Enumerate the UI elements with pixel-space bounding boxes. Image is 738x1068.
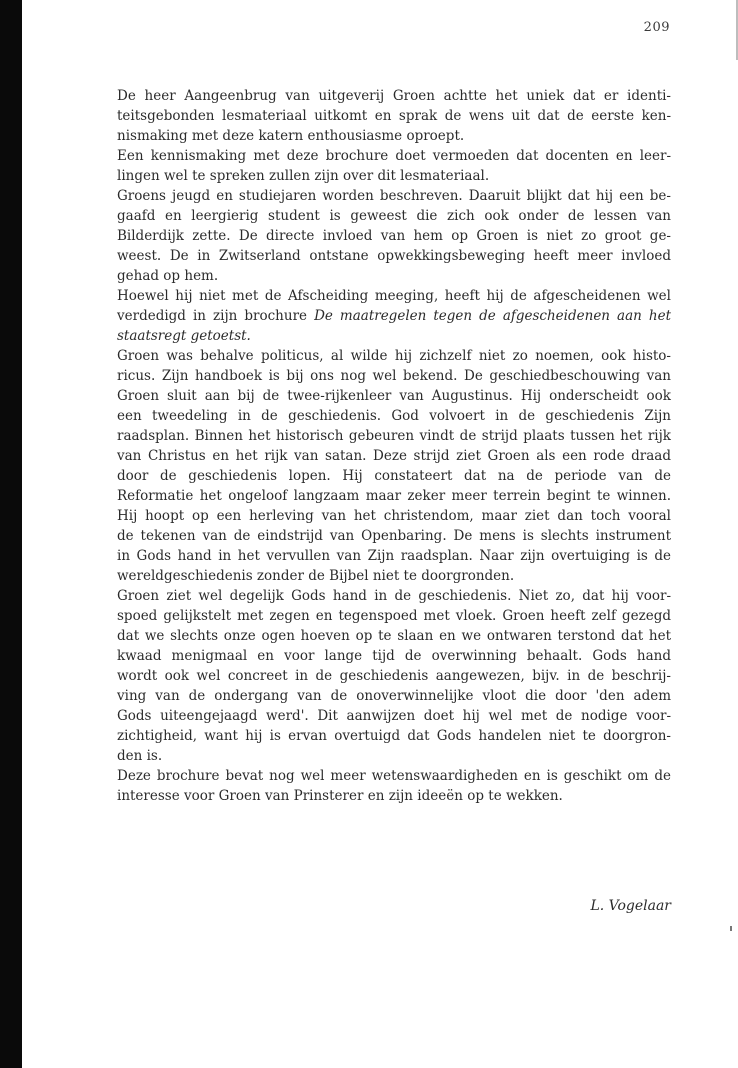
text-line: ving van de ondergang van de onoverwinnelijke vloot die door 'den adem [117,688,671,704]
text-line: Een kennismaking met deze brochure doet vermoeden dat docenten en leer- [117,148,671,164]
text-line: interesse voor Groen van Prinsterer en zijn ideeën op te wekken. [117,788,563,804]
text-line: de tekenen van de eindstrijd van Openbaring. De mens is slechts instrument [117,528,671,544]
text-line: een tweedeling in de geschiedenis. God volvoert in de geschiedenis Zijn [117,408,671,424]
text-line: Groens jeugd en studiejaren worden beschreven. Daaruit blijkt dat hij een be- [117,188,671,204]
text-line: wereldgeschiedenis zonder de Bijbel niet te doorgronden. [117,568,515,584]
text-line [117,306,671,326]
text-line: Deze brochure bevat nog wel meer wetenswaardigheden en is geschikt om de [117,768,671,784]
text-line: kwaad menigmaal en voor lange tijd de overwinning behaalt. Gods hand [117,648,671,664]
text-line: Groen sluit aan bij de twee-rijkenleer van Augustinus. Hij onderscheidt ook [117,388,671,404]
text-line: ricus. Zijn handboek is bij ons nog wel bekend. De geschiedbeschouwing van [117,368,671,384]
text-line: zichtigheid, want hij is ervan overtuigd dat Gods handelen niet te doorgron- [117,728,671,744]
text-line: Gods uiteengejaagd werd'. Dit aanwijzen doet hij wel met de nodige voor- [117,708,671,724]
text-line: Hoewel hij niet met de Afscheiding meeging, heeft hij de afgescheidenen wel [117,288,671,304]
text-line: weest. De in Zwitserland ontstane opwekkingsbeweging heeft meer invloed [117,248,671,264]
text-line: dat we slechts onze ogen hoeven op te slaan en we ontwaren terstond dat het [117,628,671,644]
text-line: De heer Aangeenbrug van uitgeverij Groen achtte het uniek dat er identi- [117,88,671,104]
text-line: Groen ziet wel degelijk Gods hand in de geschiedenis. Niet zo, dat hij voor- [117,588,671,604]
text-line: lingen wel te spreken zullen zijn over dit lesmateriaal. [117,168,490,184]
text-line: wordt ook wel concreet in de geschiedenis aangewezen, bijv. in de beschrij- [117,668,671,684]
text-line: staatsregt getoetst. [117,328,251,344]
author-signature: L. Vogelaar [590,898,671,914]
text-line: door de geschiedenis lopen. Hij constateert dat na de periode van de [117,468,671,484]
scan-speck [730,926,732,931]
text-line: teitsgebonden lesmateriaal uitkomt en sprak de wens uit dat de eerste ken- [117,108,671,124]
text-line: nismaking met deze katern enthousiasme oproept. [117,128,465,144]
page-number: 209 [643,20,670,35]
text-line: gaafd en leergierig student is geweest die zich ook onder de lessen van [117,208,671,224]
text-line: spoed gelijkstelt met zegen en tegenspoed met vloek. Groen heeft zelf gezegd [117,608,671,624]
article-body [117,86,671,806]
text-line: den is. [117,748,163,764]
scan-edge-left [0,0,22,1068]
text-line: in Gods hand in het vervullen van Zijn raadsplan. Naar zijn overtuiging is de [117,548,671,564]
text-line: Hij hoopt op een herleving van het christendom, maar ziet dan toch vooral [117,508,671,524]
text-line: Reformatie het ongeloof langzaam maar zeker meer terrein begint te winnen. [117,488,671,504]
text-line: Bilderdijk zette. De directe invloed van hem op Groen is niet zo groot ge- [117,228,671,244]
text-segment: verdedigd in zijn brochure [117,308,315,324]
text-line: Groen was behalve politicus, al wilde hij zichzelf niet zo noemen, ook histo- [117,348,671,364]
text-line: raadsplan. Binnen het historisch gebeuren vindt de strijd plaats tussen het rijk [117,428,671,444]
text-line: gehad op hem. [117,268,219,284]
text-line: van Christus en het rijk van satan. Deze strijd ziet Groen als een rode draad [117,448,671,464]
brochure-title: De maatregelen tegen de afgescheidenen aan het [314,308,671,324]
